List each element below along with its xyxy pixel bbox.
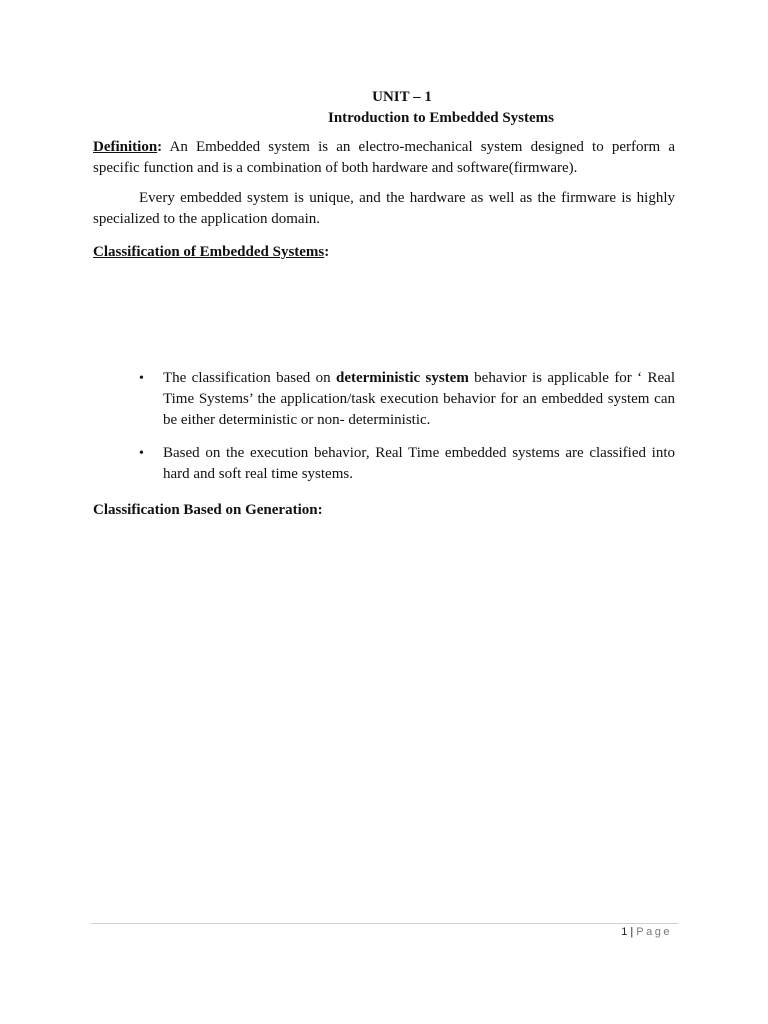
- page-number: 1: [621, 926, 628, 938]
- bullet-text-after: behavior is applicable for ‘ Real Time Systems’ the application/task execution behavior for an embedded system can be either deterministic or non- deterministic.: [163, 370, 675, 428]
- generation-heading: Classification Based on Generation:: [93, 502, 323, 518]
- definition-colon: :: [157, 139, 163, 155]
- classification-heading-text: Classification of Embedded Systems: [93, 244, 325, 260]
- footer-divider: [91, 923, 678, 924]
- page-footer: [621, 925, 672, 939]
- definition-paragraph: [93, 137, 675, 179]
- bullet-item-execution-behavior: [93, 443, 675, 485]
- unique-paragraph: Every embedded system is unique, and the hardware as well as the firmware is highly specialized to the application domain.: [93, 190, 675, 227]
- definition-term: Definition: [93, 139, 158, 155]
- classification-heading-colon: :: [324, 244, 330, 260]
- page-label: Page: [636, 926, 672, 938]
- page-separator: |: [630, 926, 634, 938]
- bullet-text: Based on the execution behavior, Real Time embedded systems are classified into hard and soft real time systems.: [163, 445, 675, 482]
- classification-bullet-list: [93, 368, 675, 497]
- chapter-title: Introduction to Embedded Systems: [327, 110, 554, 126]
- bullet-item-deterministic: [93, 368, 675, 431]
- bullet-text-before: The classification based on: [163, 370, 336, 386]
- bullet-text-bold: deterministic system: [336, 370, 469, 386]
- unit-title: UNIT – 1: [372, 89, 432, 105]
- classification-heading: [93, 242, 329, 262]
- bullet-dot-icon: •: [139, 446, 144, 461]
- definition-text: An Embedded system is an electro-mechanical system designed to perform a specific function and is a combination of both hardware and software(firmware).: [93, 139, 675, 176]
- bullet-dot-icon: •: [139, 371, 144, 386]
